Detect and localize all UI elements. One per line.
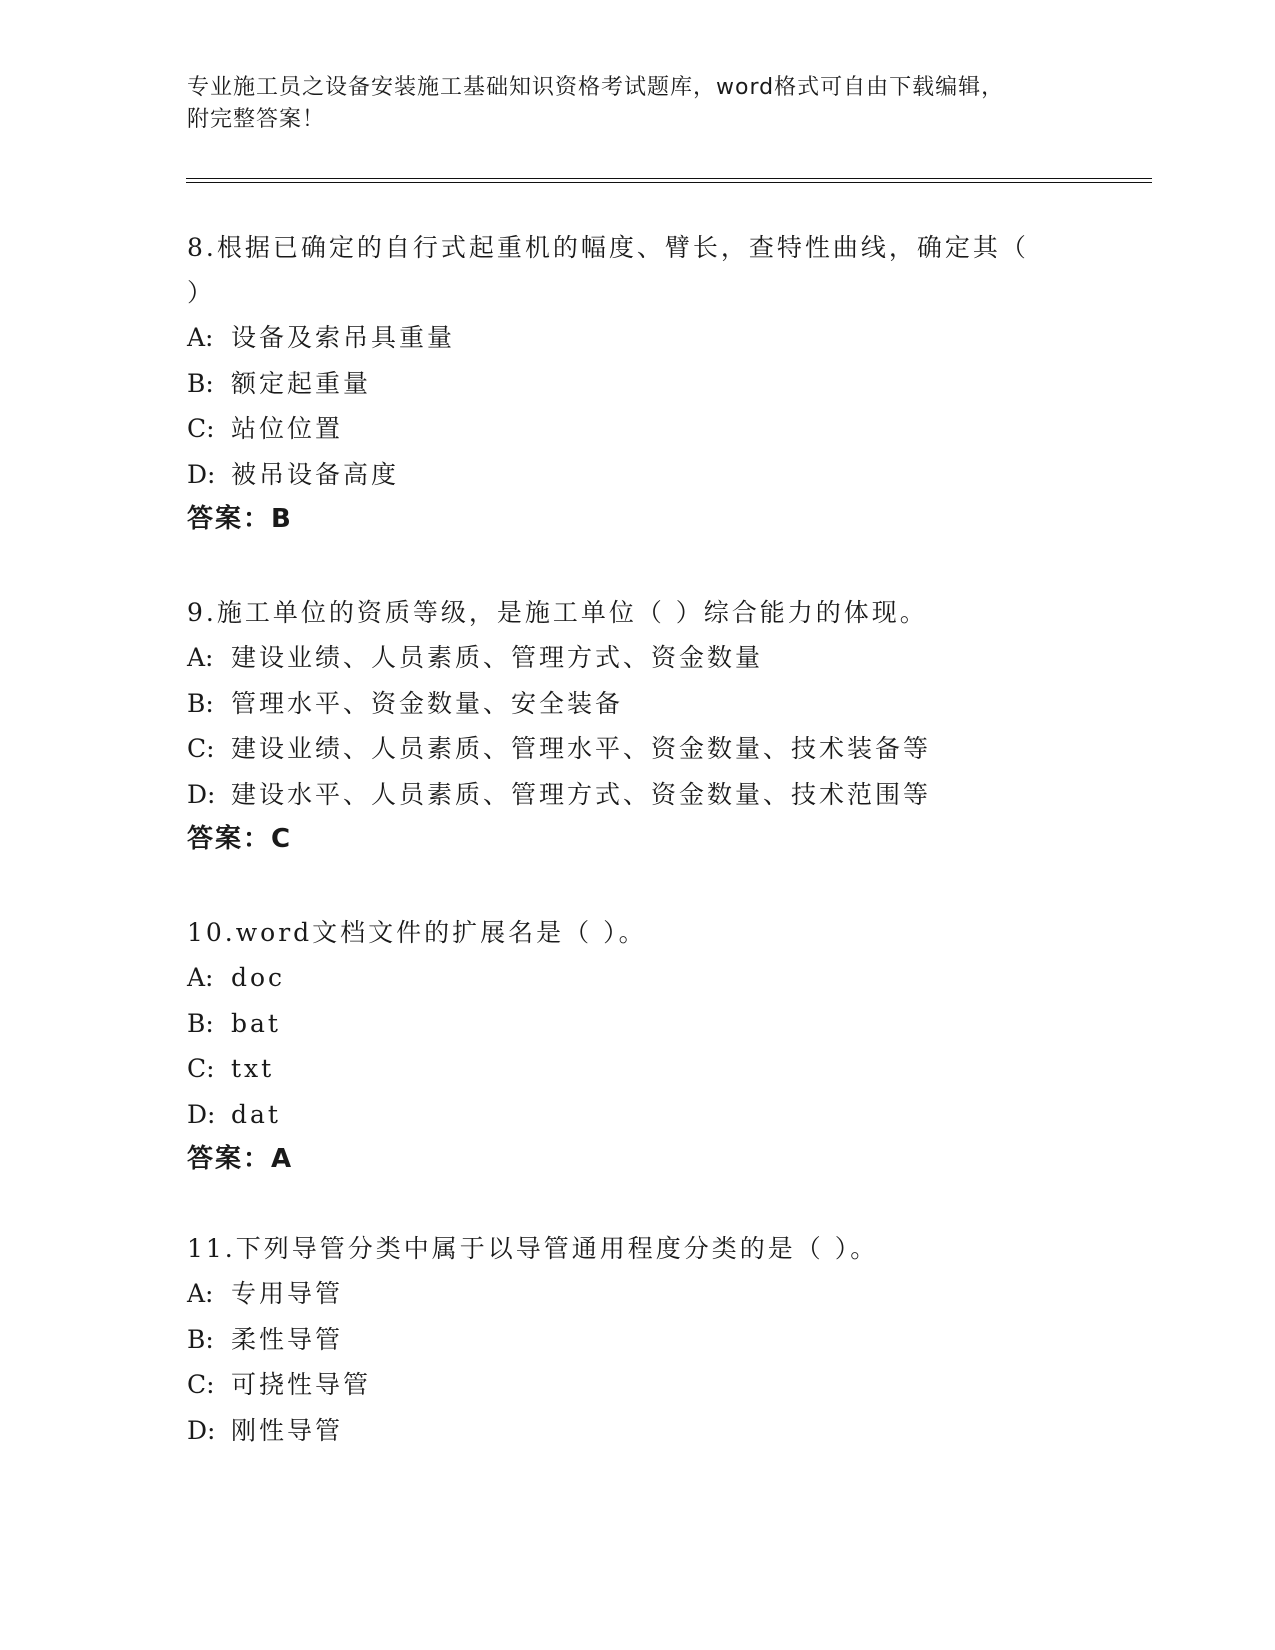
option-key: D: <box>187 1415 216 1445</box>
option-key: B: <box>187 1008 214 1038</box>
option-d <box>187 452 1087 498</box>
option-text: 建设业绩、人员素质、管理水平、资金数量、技术装备等 <box>231 734 932 763</box>
option-text: txt <box>231 1054 275 1083</box>
option-b <box>187 361 1087 407</box>
option-c <box>187 406 1087 452</box>
option-key: A: <box>187 1279 214 1308</box>
option-b <box>187 1317 1087 1363</box>
option-a <box>187 955 1087 1001</box>
option-text: 柔性导管 <box>231 1324 344 1354</box>
header-divider-bottom <box>186 182 1152 183</box>
option-text: 设备及索吊具重量 <box>231 323 456 352</box>
option-a <box>187 1271 1087 1317</box>
option-c <box>187 1362 1087 1408</box>
option-text: 额定起重量 <box>231 368 372 398</box>
option-text: doc <box>231 963 286 992</box>
option-key: D: <box>187 779 216 809</box>
option-key: C: <box>187 1370 215 1399</box>
question-text: 9.施工单位的资质等级，是施工单位（ ）综合能力的体现。 <box>187 598 928 627</box>
answer-line <box>187 497 1087 542</box>
answer-value: B <box>271 504 293 534</box>
option-text: 站位位置 <box>231 414 344 443</box>
option-c <box>187 726 1087 772</box>
option-key: D: <box>187 1099 216 1129</box>
question-text-continuation: ） <box>187 278 213 307</box>
option-key: C: <box>187 414 215 443</box>
option-a <box>187 315 1087 361</box>
option-key: B: <box>187 368 214 398</box>
option-text: 专用导管 <box>231 1279 344 1308</box>
option-text: 被吊设备高度 <box>231 459 400 489</box>
answer-label: 答案： <box>187 504 272 534</box>
option-key: C: <box>187 734 215 763</box>
option-text: bat <box>231 1008 281 1038</box>
option-text: 建设业绩、人员素质、管理方式、资金数量 <box>231 643 764 672</box>
option-d <box>187 772 1087 818</box>
answer-line <box>187 1137 1087 1182</box>
question-11 <box>187 1226 1087 1453</box>
answer-label: 答案： <box>187 1144 272 1174</box>
header-divider-top <box>186 178 1152 179</box>
option-text: dat <box>231 1099 281 1129</box>
question-text: 10.word文档文件的扩展名是（ ）。 <box>187 918 647 947</box>
option-key: A: <box>187 323 214 352</box>
answer-value: C <box>271 824 293 854</box>
option-key: B: <box>187 688 214 718</box>
option-text: 建设水平、人员素质、管理方式、资金数量、技术范围等 <box>231 779 932 809</box>
question-10 <box>187 910 1087 1182</box>
document-header <box>187 72 1087 136</box>
option-a <box>187 635 1087 681</box>
option-text: 管理水平、资金数量、安全装备 <box>231 688 624 718</box>
option-b <box>187 681 1087 727</box>
option-key: A: <box>187 643 214 672</box>
header-line-1: 专业施工员之设备安装施工基础知识资格考试题库，word格式可自由下载编辑， <box>187 75 1005 100</box>
question-text: 11.下列导管分类中属于以导管通用程度分类的是（ ）。 <box>187 1234 879 1263</box>
option-key: B: <box>187 1324 214 1354</box>
option-b <box>187 1001 1087 1047</box>
header-line-2: 附完整答案！ <box>187 107 326 132</box>
option-text: 可挠性导管 <box>231 1370 372 1399</box>
answer-value: A <box>271 1144 294 1174</box>
option-d <box>187 1408 1087 1454</box>
option-d <box>187 1092 1087 1138</box>
answer-label: 答案： <box>187 824 272 854</box>
answer-line <box>187 817 1087 862</box>
option-key: D: <box>187 459 216 489</box>
option-key: C: <box>187 1054 215 1083</box>
option-key: A: <box>187 963 214 992</box>
question-9 <box>187 590 1087 862</box>
option-text: 刚性导管 <box>231 1415 344 1445</box>
question-text: 8.根据已确定的自行式起重机的幅度、臂长，查特性曲线，确定其（ <box>187 233 1029 262</box>
question-8 <box>187 225 1087 542</box>
option-c <box>187 1046 1087 1092</box>
